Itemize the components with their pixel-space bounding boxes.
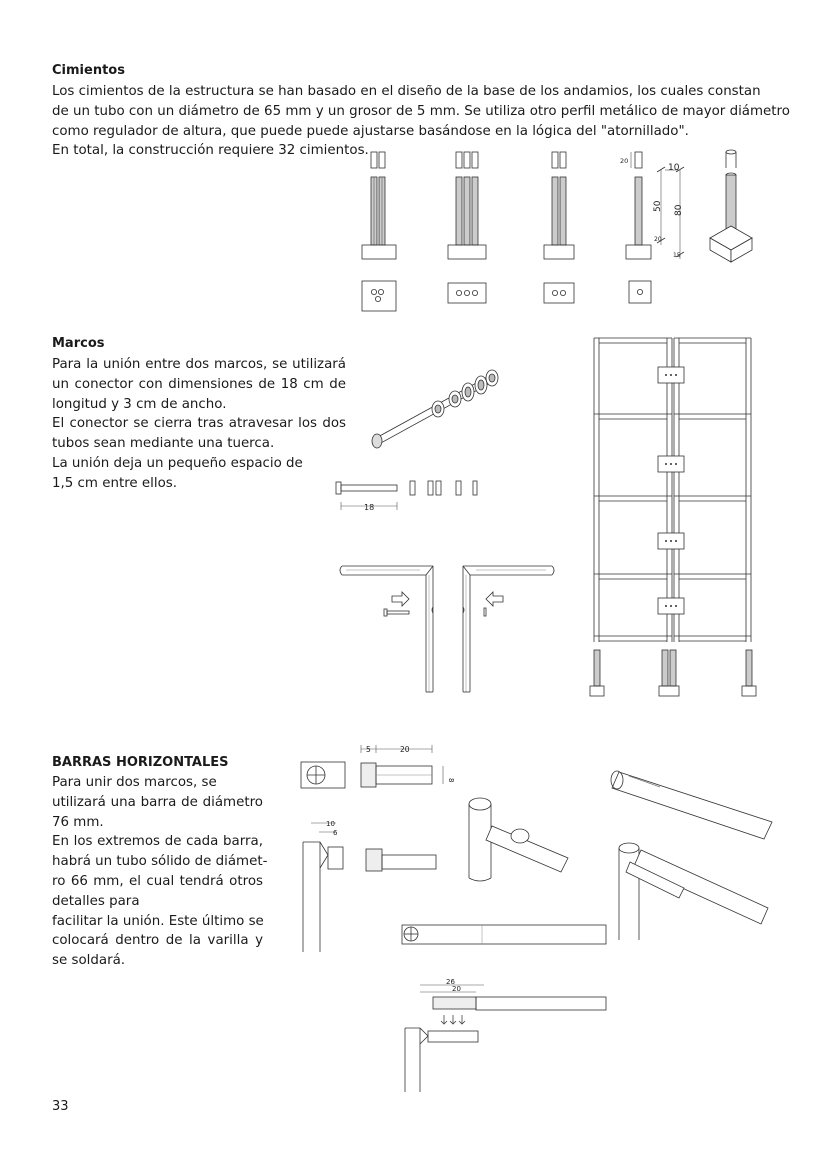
bar-end-details (301, 745, 772, 1092)
foundation-plans (362, 281, 651, 311)
dim-label: 80 (674, 204, 684, 216)
barras-line: 76 mm. (52, 814, 104, 830)
dim-label: 20 (620, 157, 629, 165)
barras-line: habrá un tubo sólido de diámet- (52, 854, 268, 870)
marcos-line: El conector se cierra tras atravesar los dos (52, 416, 346, 432)
barras-line: facilitar la unión. Este último se (52, 913, 264, 929)
marcos-line: tubos sean mediante una tuerca. (52, 436, 275, 452)
barras-line: Para unir dos marcos, se (52, 775, 217, 790)
page-number: 33 (52, 1099, 69, 1114)
frame-elevation (590, 338, 756, 696)
foundation-perspective (710, 150, 752, 262)
foundation-elevation-triple (448, 152, 486, 259)
dim-label: 15 (673, 252, 681, 259)
foundation-dimension-labels (620, 157, 684, 259)
dim-label: 18 (364, 503, 375, 512)
marcos-line: La unión deja un pequeño espacio de (52, 455, 303, 471)
dim-label: 26 (446, 978, 455, 986)
dim-label: 10 (668, 163, 680, 173)
barras-title: BARRAS HORIZONTALES (52, 755, 229, 770)
barras-line: utilizará una barra de diámetro (52, 794, 263, 810)
connector-side-view (336, 481, 477, 512)
dim-label: 8 (447, 778, 455, 783)
marcos-line: Para la unión entre dos marcos, se utilizará (52, 357, 346, 372)
dim-label: 20 (654, 236, 662, 243)
cimientos-line: como regulador de altura, que puede puede ajustarse basándose en la lógica del "atornillado". (52, 123, 689, 139)
dim-label: 10 (326, 820, 335, 828)
barras-line: En los extremos de cada barra, (52, 834, 263, 850)
barras-line: ro 66 mm, el cual tendrá otros (52, 873, 263, 889)
cimientos-line: de un tubo con un diámetro de 65 mm y un grosor de 5 mm. Se utiliza otro perfil metálico de mayor diámetro (52, 103, 790, 119)
frame-joint-detail (340, 566, 554, 692)
foundation-elevation-pair (544, 152, 574, 259)
cimientos-line: En total, la construcción requiere 32 cimientos. (52, 143, 369, 159)
cimientos-line: Los cimientos de la estructura se han basado en el diseño de la base de los andamios, los cuales constan (52, 84, 761, 99)
connector-exploded-view (372, 370, 498, 448)
dim-label: 50 (653, 200, 663, 212)
barras-line: se soldará. (52, 953, 126, 969)
cimientos-title: Cimientos (52, 63, 125, 78)
barras-line: detalles para (52, 893, 140, 909)
barras-line: colocará dentro de la varilla y (52, 933, 263, 949)
marcos-line: 1,5 cm entre ellos. (52, 475, 178, 491)
marcos-title: Marcos (52, 336, 105, 351)
dim-label: 6 (333, 829, 338, 837)
dim-label: 5 (366, 745, 371, 754)
dim-label: 20 (452, 985, 461, 993)
marcos-line: longitud y 3 cm de ancho. (52, 396, 227, 412)
dim-label: 20 (400, 745, 410, 754)
foundation-elevations (362, 150, 752, 262)
foundation-elevation-double (362, 152, 396, 259)
marcos-line: un conector con dimensiones de 18 cm de (52, 376, 346, 392)
